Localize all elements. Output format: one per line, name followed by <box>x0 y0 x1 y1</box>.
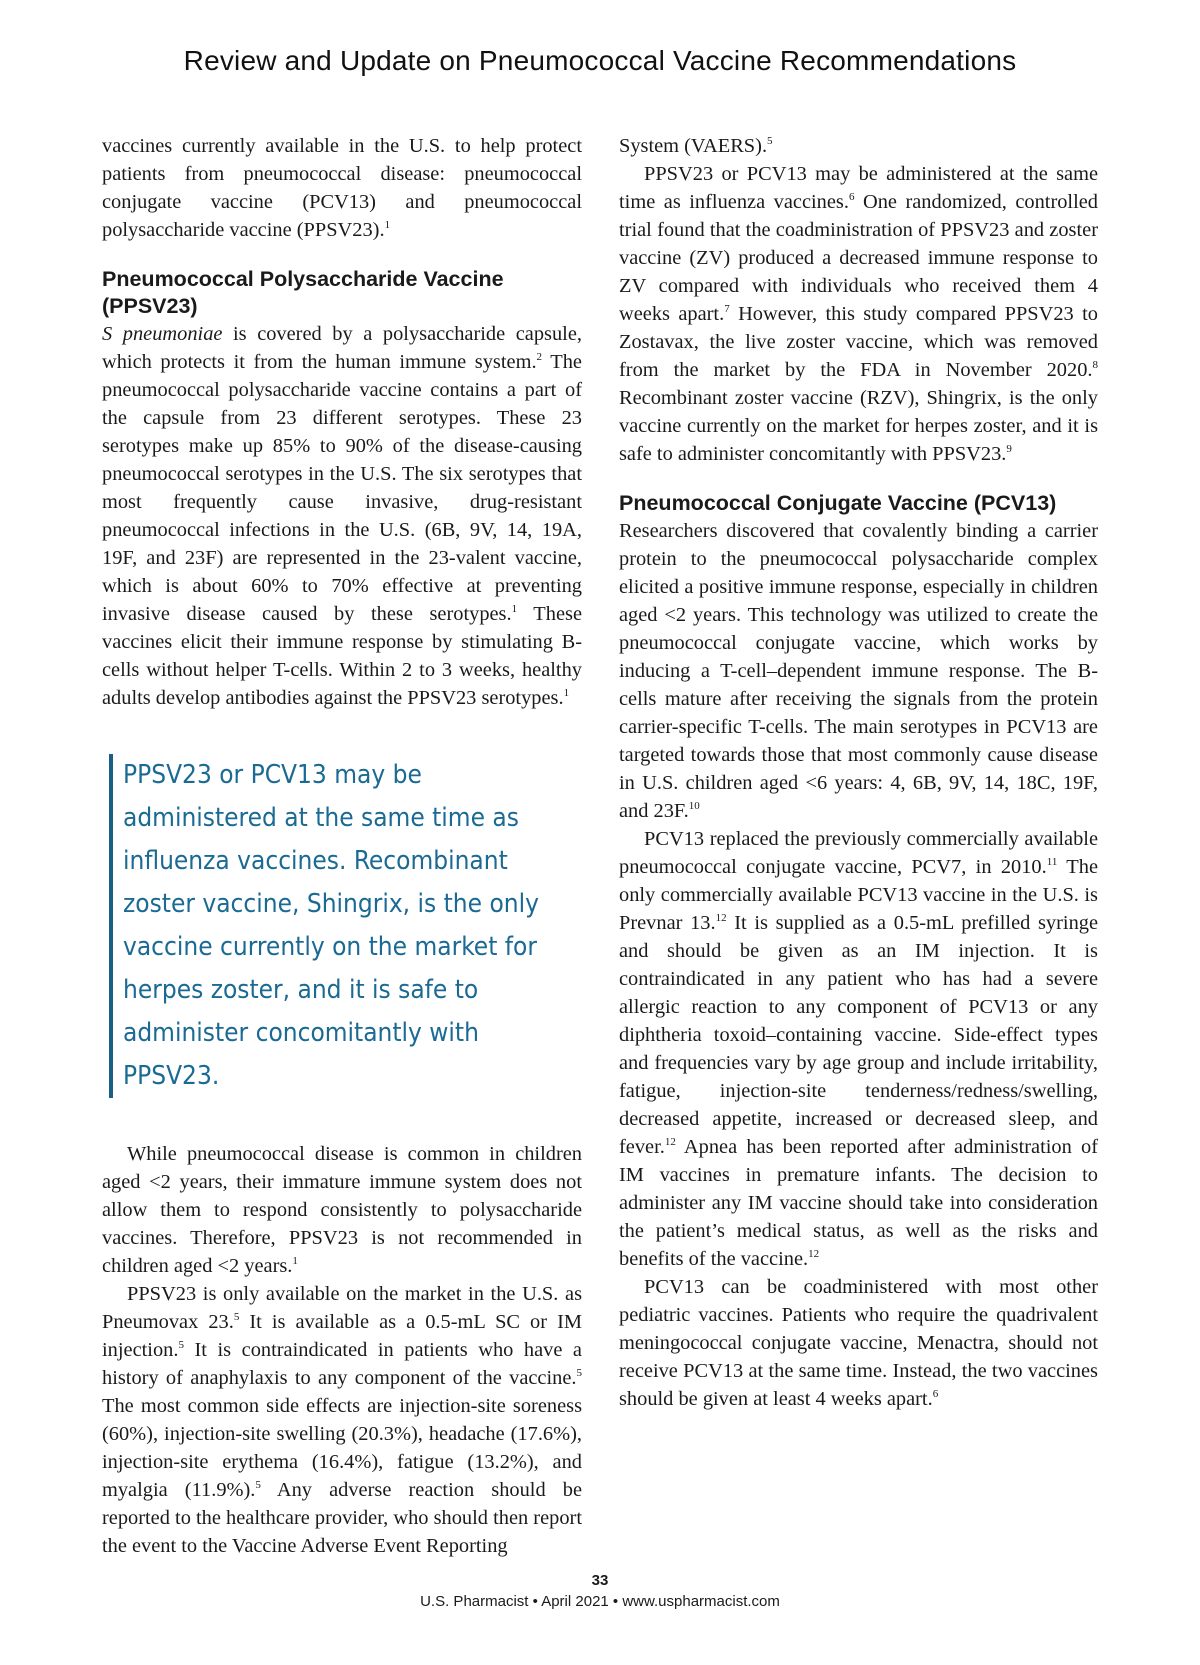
reference: 5 <box>178 1339 184 1351</box>
section-heading: Pneumococcal Polysaccharide Vaccine (PPSV23) <box>102 267 504 318</box>
reference: 5 <box>233 1311 240 1323</box>
reference: 1 <box>563 687 570 699</box>
reference: 12 <box>715 912 727 924</box>
reference: 6 <box>848 191 855 203</box>
reference: 5 <box>767 135 773 147</box>
footer-publication-line: U.S. Pharmacist • April 2021 • www.uspharmacist.com <box>420 1593 780 1610</box>
reference: 5 <box>255 1479 261 1491</box>
paragraph: PCV13 can be coadministered with most other pediatric vaccines. Patients who require the quadrivalent meningococcal conjugate vaccine, Menactra, should not receive PCV13 at the same time. Instead, the two vaccines should be given at least 4 weeks apart.$^6$ <box>619 1276 1098 1410</box>
paragraph: System (VAERS).$^5$ <box>619 135 773 157</box>
reference: 6 <box>932 1388 939 1400</box>
reference: 7 <box>724 303 730 315</box>
reference: 1 <box>511 603 518 615</box>
pull-quote: PPSV23 or PCV13 may be administered at the same time as influenza vaccines. Recombinant zoster vaccine, Shingrix, is the only vaccine currently on the market for herpes zoster, and it is safe to administer concomitantly with PPSV23. <box>109 754 582 1098</box>
reference: 1 <box>292 1255 298 1267</box>
paragraph: S pneumoniae is covered by a polysaccharide capsule, which protects it from the human immune system.$^2$ The pneumococcal polysaccharide vaccine contains a part of the capsule from 23 different serotypes. These 23 serotypes make up 85% to 90% of the disease-causing pneumococcal serotypes in the U.S. The six serotypes that most frequently cause invasive, drug-resistant pneumococcal infections in the U.S. (6B, 9V, 14, 19A, 19F, and 23F) are represented in the 23-valent vaccine, which is about 60% to 70% effective at preventing invasive disease caused by these serotypes.$^1$ These vaccines elicit their immune response by stimulating B-cells without helper T-cells. Within 2 to 3 weeks, healthy adults develop antibodies against the PPSV23 serotypes.$^1$ <box>102 323 582 709</box>
paragraph: While pneumococcal disease is common in children aged <2 years, their immature immune system does not allow them to respond consistently to polysaccharide vaccines. Therefore, PPSV23 is not recommended in children aged <2 years.$^1$ <box>102 1143 582 1277</box>
reference: 8 <box>1092 359 1098 371</box>
paragraph: Researchers discovered that covalently binding a carrier protein to the pneumococcal polysaccharide complex elicited a positive immune response, especially in children aged <2 years. This technology was utilized to create the pneumococcal conjugate vaccine, which works by inducing a T-cell–dependent immune response. The B-cells mature after receiving the signals from the protein carrier-specific T-cells. The main serotypes in PCV13 are targeted towards those that most commonly cause disease in U.S. children aged <6 years: 4, 6B, 9V, 14, 18C, 19F, and 23F.$^{10}$ <box>619 520 1098 822</box>
left-column <box>102 132 582 1560</box>
page-number: 33 <box>591 1572 609 1589</box>
reference: 1 <box>384 219 391 231</box>
reference: 5 <box>576 1367 582 1379</box>
reference: 9 <box>1006 443 1012 455</box>
section-heading: Pneumococcal Conjugate Vaccine (PCV13) <box>619 491 1057 515</box>
running-header: Review and Update on Pneumococcal Vaccine Recommendations <box>183 45 1017 76</box>
reference: 2 <box>536 351 543 363</box>
paragraph: PPSV23 or PCV13 may be administered at the same time as influenza vaccines.$^6$ One randomized, controlled trial found that the coadministration of PPSV23 and zoster vaccine (ZV) produced a decreased immune response to ZV compared with individuals who received them 4 weeks apart.$^7$ However, this study compared PPSV23 to Zostavax, the live zoster vaccine, which was removed from the market by the FDA in November 2020.$^8$ Recombinant zoster vaccine (RZV), Shingrix, is the only vaccine currently on the market for herpes zoster, and it is safe to administer concomitantly with PPSV23.$^9$ <box>619 163 1099 465</box>
right-column <box>619 132 1098 1413</box>
paragraph: PCV13 replaced the previously commercially available pneumococcal conjugate vaccine, PCV7, in 2010.11 The only commercially available PCV13 vaccine in the U.S. is Prevnar 13.12 It is supplied as a 0.5-mL prefilled syringe and should be given as an IM injection. It is contraindicated in any patient who has had a severe allergic reaction to any component of PCV13 or any diphtheria toxoid–containing vaccine. Side-effect types and frequencies vary by age group and include irritability, fatigue, injection-site tenderness/redness/swelling, decreased appetite, increased or decreased sleep, and fever.$^{12}$ Apnea has been reported after administration of IM vaccines in premature infants. The decision to administer any IM vaccine should take into consideration the patient’s medical status, as well as the risks and benefits of the vaccine.$^{12}$ <box>619 828 1099 1270</box>
paragraph: vaccines currently available in the U.S. to help protect patients from pneumococcal disease: pneumococcal conjugate vaccine (PCV13) and pneumococcal polysaccharide vaccine (PPSV23).$^1$ <box>102 135 582 241</box>
reference: 10 <box>688 800 700 812</box>
reference: 12 <box>664 1136 676 1148</box>
reference: 11 <box>1046 856 1058 868</box>
reference: 12 <box>808 1248 820 1260</box>
paragraph: PPSV23 is only available on the market in the U.S. as Pneumovax 23.$^5$ It is available as a 0.5-mL SC or IM injection.$^5$ It is contraindicated in patients who have a history of anaphylaxis to any component of the vaccine.$^5$ The most common side effects are injection-site soreness (60%), injection-site swelling (20.3%), headache (17.6%), injection-site erythema (16.4%), fatigue (13.2%), and myalgia (11.9%).$^5$ Any adverse reaction should be reported to the healthcare provider, who should then report the event to the Vaccine Adverse Event Reporting <box>102 1283 582 1557</box>
